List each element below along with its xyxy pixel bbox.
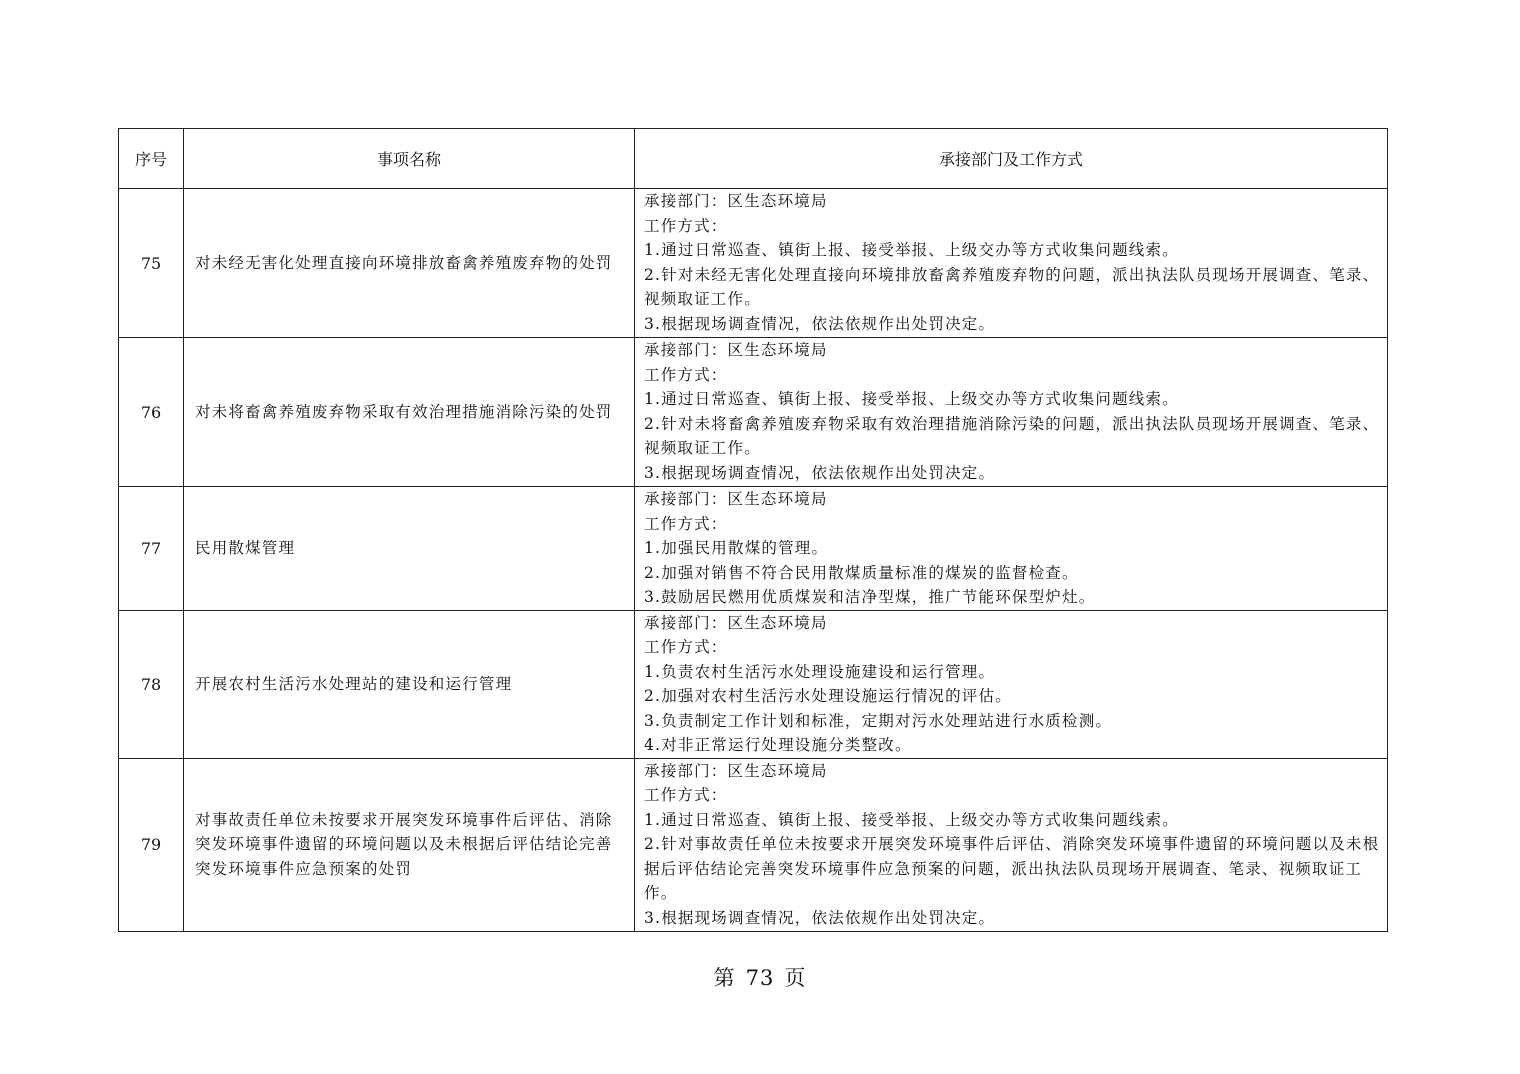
page-number (0, 962, 1520, 992)
method-step: 3.根据现场调查情况，依法依规作出处罚决定。 (644, 908, 996, 927)
header-item-name: 事项名称 (184, 129, 635, 189)
department-line: 承接部门：区生态环境局 (644, 490, 828, 508)
department-line: 承接部门：区生态环境局 (644, 613, 828, 632)
method-step: 2.加强对农村生活污水处理设施运行情况的评估。 (644, 687, 1012, 705)
table-row (119, 758, 1388, 931)
items-table (118, 128, 1388, 932)
page-suffix: 页 (784, 966, 807, 990)
row-department-method (635, 487, 1388, 611)
method-heading: 工作方式： (644, 638, 728, 656)
method-step: 2.针对事故责任单位未按要求开展突发环境事件后评估、消除突发环境事件遗留的环境问题以及未根据后评估结论完善突发环境事件应急预案的问题，派出执法队员现场开展调查、笔录、视频取证工作。 (644, 835, 1380, 902)
row-serial-number: 79 (119, 758, 184, 931)
method-step: 1.通过日常巡查、镇街上报、接受举报、上级交办等方式收集问题线索。 (644, 810, 1179, 829)
method-step: 2.针对未将畜禽养殖废弃物采取有效治理措施消除污染的问题，派出执法队员现场开展调查、笔录、视频取证工作。 (644, 414, 1380, 457)
table-row (119, 338, 1388, 487)
row-item-name: 开展农村生活污水处理站的建设和运行管理 (184, 610, 635, 758)
method-step: 2.加强对销售不符合民用散煤质量标准的煤炭的监督检查。 (644, 563, 1079, 582)
header-department-method: 承接部门及工作方式 (635, 129, 1388, 189)
method-step: 4.对非正常运行处理设施分类整改。 (644, 736, 912, 754)
method-step: 1.加强民用散煤的管理。 (644, 539, 829, 557)
method-heading: 工作方式： (644, 365, 728, 384)
table-header-row (119, 129, 1388, 189)
table-row (119, 487, 1388, 611)
method-heading: 工作方式： (644, 786, 728, 804)
table-row (119, 189, 1388, 338)
row-department-method (635, 338, 1388, 487)
department-line: 承接部门：区生态环境局 (644, 192, 828, 210)
row-serial-number: 78 (119, 610, 184, 758)
row-item-name: 对未将畜禽养殖废弃物采取有效治理措施消除污染的处罚 (184, 338, 635, 487)
row-item-name: 对事故责任单位未按要求开展突发环境事件后评估、消除突发环境事件遗留的环境问题以及未根据后评估结论完善突发环境事件应急预案的处罚 (184, 758, 635, 931)
method-step: 3.根据现场调查情况，依法依规作出处罚决定。 (644, 463, 996, 482)
method-step: 2.针对未经无害化处理直接向环境排放畜禽养殖废弃物的问题，派出执法队员现场开展调查、笔录、视频取证工作。 (644, 265, 1380, 308)
row-department-method (635, 610, 1388, 758)
method-step: 1.通过日常巡查、镇街上报、接受举报、上级交办等方式收集问题线索。 (644, 241, 1179, 259)
row-department-method (635, 189, 1388, 338)
department-line: 承接部门：区生态环境局 (644, 341, 828, 359)
row-item-name: 民用散煤管理 (184, 487, 635, 611)
method-step: 3.根据现场调查情况，依法依规作出处罚决定。 (644, 314, 996, 333)
method-step: 1.通过日常巡查、镇街上报、接受举报、上级交办等方式收集问题线索。 (644, 390, 1179, 408)
method-heading: 工作方式： (644, 216, 728, 235)
page-prefix: 第 (713, 966, 736, 990)
method-step: 3.负责制定工作计划和标准，定期对污水处理站进行水质检测。 (644, 711, 1113, 730)
row-serial-number: 77 (119, 487, 184, 611)
row-serial-number: 75 (119, 189, 184, 338)
method-step: 1.负责农村生活污水处理设施建设和运行管理。 (644, 662, 996, 681)
method-heading: 工作方式： (644, 514, 728, 533)
row-serial-number: 76 (119, 338, 184, 487)
row-department-method (635, 758, 1388, 931)
table-row (119, 610, 1388, 758)
page-number-value: 73 (745, 966, 775, 990)
row-item-name: 对未经无害化处理直接向环境排放畜禽养殖废弃物的处罚 (184, 189, 635, 338)
department-line: 承接部门：区生态环境局 (644, 761, 828, 780)
method-step: 3.鼓励居民燃用优质煤炭和洁净型煤，推广节能环保型炉灶。 (644, 588, 1096, 606)
header-serial-number: 序号 (119, 129, 184, 189)
